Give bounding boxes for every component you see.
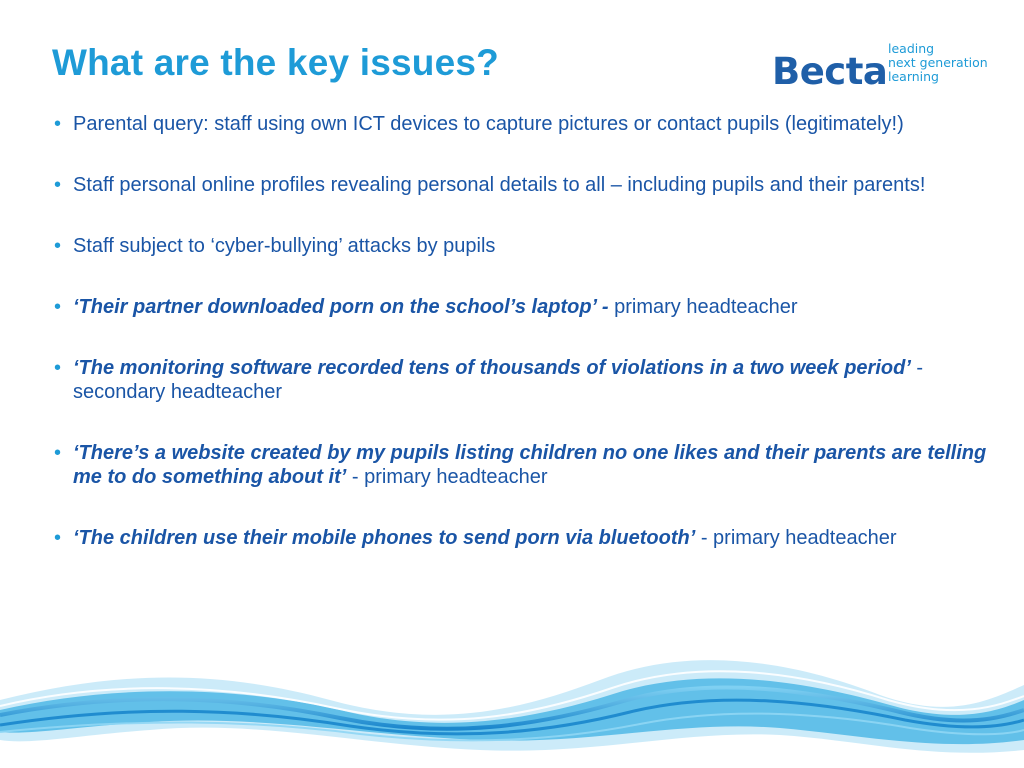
bullet-text: - primary headteacher [695,527,897,549]
logo-tagline-line: next generation [888,55,988,70]
bullet-item [52,441,992,489]
bullet-item [52,173,992,197]
decorative-waves [0,640,1024,768]
logo-tagline [888,42,988,84]
bullet-text: Staff personal online profiles revealing personal details to all – including pupils and their parents! [73,174,926,196]
logo-wordmark: Becta [772,50,888,93]
bullet-item [52,234,992,258]
bullet-dot-icon: • [54,357,62,379]
logo-tagline-line: leading [888,41,935,56]
bullet-dot-icon: • [54,113,62,135]
bullet-dot-icon: • [54,442,62,464]
bullet-dot-icon: • [54,235,62,257]
bullet-text: - secondary headteacher [73,357,924,403]
bullet-quote: ‘There’s a website created by my pupils listing children no one likes and their parents are telling me to do something about it’ [73,442,987,488]
bullet-item [52,356,992,404]
bullet-quote: ‘Their partner downloaded porn on the school’s laptop’ - [73,296,615,318]
bullet-item [52,295,992,319]
bullet-text: Parental query: staff using own ICT devices to capture pictures or contact pupils (legitimately!) [73,113,904,135]
bullet-dot-icon: • [54,296,62,318]
bullet-text: Staff subject to ‘cyber-bullying’ attacks by pupils [73,235,496,257]
becta-logo [772,42,992,102]
slide-title: What are the key issues? [52,42,499,83]
bullet-text: primary headteacher [614,296,798,318]
bullet-quote: ‘The children use their mobile phones to send porn via bluetooth’ [73,527,696,549]
bullet-quote: ‘The monitoring software recorded tens of thousands of violations in a two week period’ [73,357,911,379]
bullet-item [52,526,992,550]
bullet-text: - primary headteacher [346,466,548,488]
logo-tagline-line: learning [888,69,939,84]
bullet-dot-icon: • [54,527,62,549]
bullet-item [52,112,992,136]
bullet-dot-icon: • [54,174,62,196]
bullet-list [52,112,992,587]
